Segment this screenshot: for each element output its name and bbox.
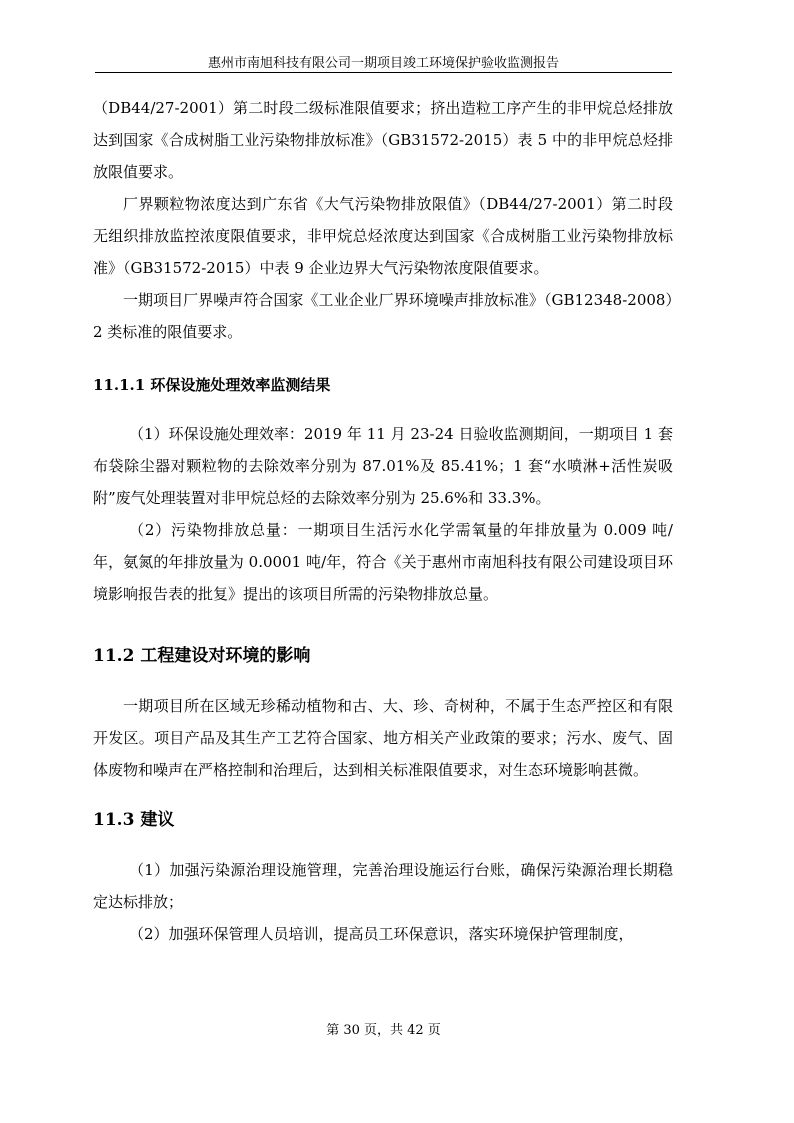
paragraph-emission-standards: （DB44/27-2001）第二时段二级标准限值要求；挤出造粒工序产生的非甲烷总烃排放达到国家《合成树脂工业污染物排放标准》（GB31572-2015）表 5 中的非甲烷总烃排放限值要求。: [93, 99, 673, 181]
paragraph-noise: 一期项目厂界噪声符合国家《工业企业厂界环境噪声排放标准》（GB12348-2008）2 类标准的限值要求。: [93, 291, 673, 341]
page-number-footer: 第 30 页，共 42 页: [326, 1023, 441, 1038]
paragraph-treatment-efficiency: （1）环保设施处理效率：2019 年 11 月 23-24 日验收监测期间，一期项目 1 套布袋除尘器对颗粒物的去除效率分别为 87.01%及 85.41%；1 套“水喷淋+活性炭吸附”废气处理装置对非甲烷总烃的去除效率分别为 25.6%和 33.3%。: [93, 425, 673, 507]
paragraph-boundary-concentration: 厂界颗粒物浓度达到广东省《大气污染物排放限值》（DB44/27-2001）第二时段无组织排放监控浓度限值要求，非甲烷总烃浓度达到国家《合成树脂工业污染物排放标准》（GB31572-2015）中表 9 企业边界大气污染物浓度限值要求。: [93, 195, 673, 277]
document-body: [93, 92, 673, 950]
section-heading-11-2: 11.2 工程建设对环境的影响: [93, 646, 311, 666]
paragraph-recommendation-1: （1）加强污染源治理设施管理，完善治理设施运行台账，确保污染源治理长期稳定达标排放；: [93, 861, 673, 911]
running-header: 惠州市南旭科技有限公司一期项目竣工环境保护验收监测报告: [207, 56, 559, 71]
header-divider: [95, 72, 672, 73]
section-heading-11-3: 11.3 建议: [93, 810, 175, 830]
paragraph-environmental-impact: 一期项目所在区域无珍稀动植物和古、大、珍、奇树种，不属于生态严控区和有限开发区。项目产品及其生产工艺符合国家、地方相关产业政策的要求；污水、废气、固体废物和噪声在严格控制和治理后，达到相关标准限值要求，对生态环境影响甚微。: [93, 697, 673, 779]
paragraph-total-emissions: （2）污染物排放总量：一期项目生活污水化学需氧量的年排放量为 0.009 吨/年，氨氮的年排放量为 0.0001 吨/年，符合《关于惠州市南旭科技有限公司建设项目环境影响报告表的批复》提出的该项目所需的污染物排放总量。: [93, 521, 673, 603]
section-heading-11-1-1: 11.1.1 环保设施处理效率监测结果: [93, 376, 331, 394]
paragraph-recommendation-2: （2）加强环保管理人员培训，提高员工环保意识，落实环境保护管理制度，: [129, 925, 634, 943]
